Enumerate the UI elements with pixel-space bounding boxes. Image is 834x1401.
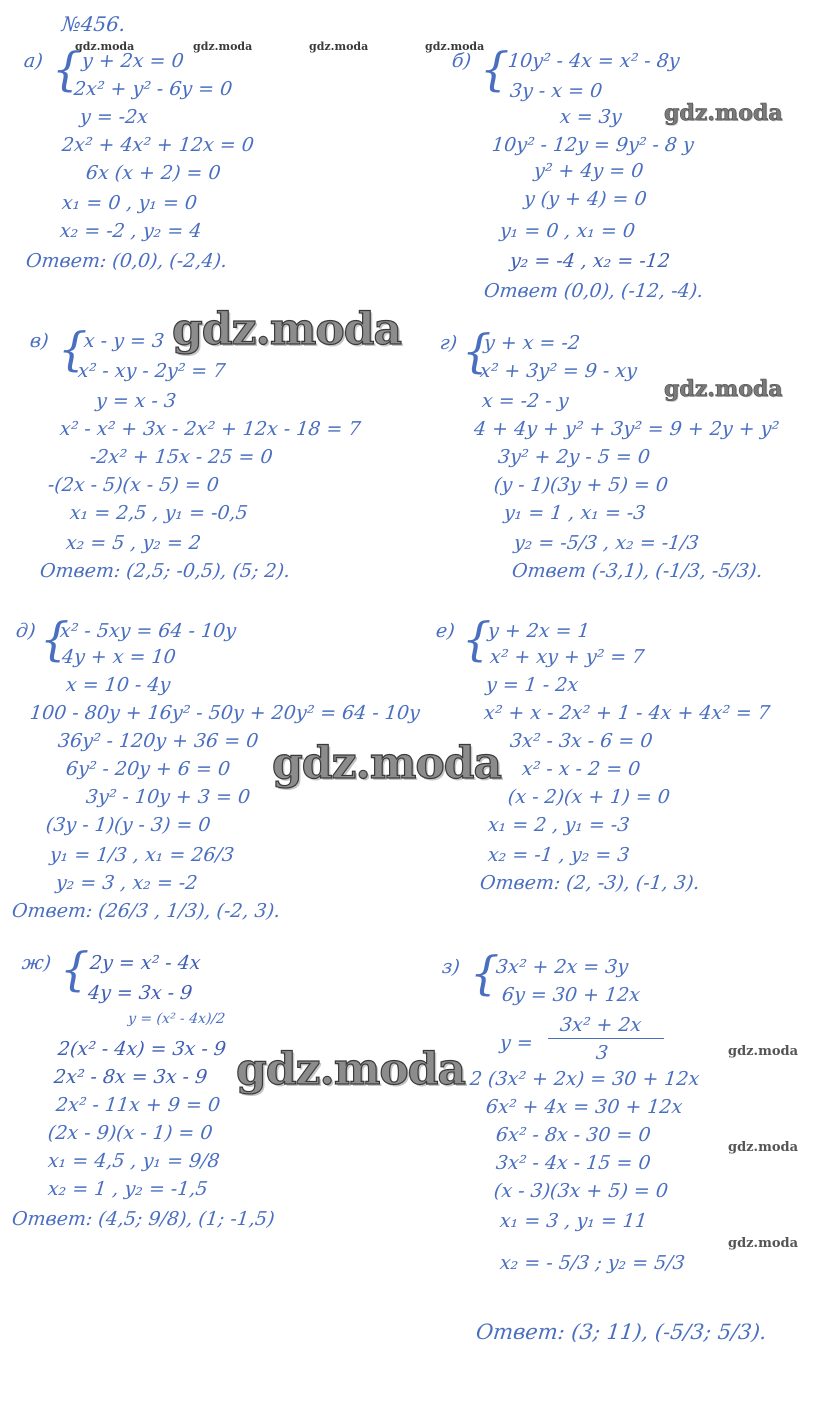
equation-line: x₂ = 5 , y₂ = 2 bbox=[64, 532, 203, 554]
equation-line: y = -2x bbox=[78, 106, 150, 128]
part-label: в) bbox=[28, 330, 50, 352]
equation-line: (2x - 9)(x - 1) = 0 bbox=[46, 1122, 214, 1144]
equation-line: x² + x - 2x² + 1 - 4x + 4x² = 7 bbox=[482, 702, 772, 724]
answer-line: Ответ: (0,0), (-2,4). bbox=[24, 250, 229, 272]
equation-line: y + 2x = 0 bbox=[80, 50, 185, 72]
equation-line: 4y + x = 10 bbox=[60, 646, 177, 668]
equation-line: y₁ = 1/3 , x₁ = 26/3 bbox=[48, 844, 236, 866]
watermark: gdz.moda bbox=[728, 1236, 799, 1251]
equation-line: x₁ = 2 , y₁ = -3 bbox=[486, 814, 631, 836]
equation-line: x² - x - 2 = 0 bbox=[520, 758, 642, 780]
watermark: gdz.moda bbox=[425, 40, 485, 53]
equation-line: x = 3y bbox=[558, 106, 623, 128]
system-brace: { bbox=[470, 946, 500, 1000]
equation-line: 100 - 80y + 16y² - 50y + 20y² = 64 - 10y bbox=[28, 702, 421, 724]
answer-line: Ответ: (2, -3), (-1, 3). bbox=[478, 872, 701, 894]
equation-line: y = x - 3 bbox=[94, 390, 178, 412]
equation-line: -(2x - 5)(x - 5) = 0 bbox=[46, 474, 221, 496]
equation-line: 3x² - 3x - 6 = 0 bbox=[508, 730, 654, 752]
equation-line: 2x² - 8x = 3x - 9 bbox=[52, 1066, 209, 1088]
equation-line: x₂ = - 5/3 ; y₂ = 5/3 bbox=[498, 1252, 686, 1274]
equation-line: 10y² - 4x = x² - 8y bbox=[506, 50, 681, 72]
answer-line: Ответ: (4,5; 9/8), (1; -1,5) bbox=[10, 1208, 276, 1230]
equation-line: 10y² - 12y = 9y² - 8 y bbox=[490, 134, 695, 156]
equation-line: x₁ = 2,5 , y₁ = -0,5 bbox=[68, 502, 249, 524]
watermark: gdz.moda bbox=[272, 738, 502, 789]
equation-line: y = (x² - 4x)/2 bbox=[127, 1011, 226, 1027]
watermark: gdz.moda bbox=[309, 40, 369, 53]
equation-line: y₂ = -5/3 , x₂ = -1/3 bbox=[512, 532, 701, 554]
equation-line: (x - 3)(3x + 5) = 0 bbox=[492, 1180, 670, 1202]
equation-line: x₁ = 3 , y₁ = 11 bbox=[498, 1210, 649, 1232]
equation-line: -2x² + 15x - 25 = 0 bbox=[88, 446, 274, 468]
part-label: а) bbox=[22, 50, 44, 72]
watermark: gdz.moda bbox=[664, 100, 783, 126]
answer-line: Ответ: (3; 11), (-5/3; 5/3). bbox=[474, 1320, 768, 1344]
system-brace: { bbox=[40, 612, 70, 666]
part-label: е) bbox=[434, 620, 456, 642]
answer-line: Ответ: (26/3 , 1/3), (-2, 3). bbox=[10, 900, 282, 922]
equation-line: 6x (x + 2) = 0 bbox=[84, 162, 222, 184]
system-brace: { bbox=[462, 612, 492, 666]
part-label: з) bbox=[440, 956, 461, 978]
equation-line: (y - 1)(3y + 5) = 0 bbox=[492, 474, 670, 496]
equation-line: 36y² - 120y + 36 = 0 bbox=[56, 730, 260, 752]
equation-line: y = 1 - 2x bbox=[484, 674, 580, 696]
watermark: gdz.moda bbox=[172, 304, 402, 355]
system-brace: { bbox=[58, 322, 88, 376]
part-label: г) bbox=[438, 332, 459, 354]
equation-line: 4y = 3x - 9 bbox=[86, 982, 194, 1004]
equation-line: x² - x² + 3x - 2x² + 12x - 18 = 7 bbox=[58, 418, 362, 440]
equation-line: x₁ = 4,5 , y₁ = 9/8 bbox=[46, 1150, 221, 1172]
equation-line: y (y + 4) = 0 bbox=[522, 188, 648, 210]
equation-line: y₁ = 1 , x₁ = -3 bbox=[502, 502, 647, 524]
equation-line: y₁ = 0 , x₁ = 0 bbox=[498, 220, 637, 242]
equation-line: 2x² + 4x² + 12x = 0 bbox=[60, 134, 256, 156]
equation-line: 2(x² - 4x) = 3x - 9 bbox=[56, 1038, 228, 1060]
equation-line: x - y = 3 bbox=[82, 330, 166, 352]
equation-line: 2 (3x² + 2x) = 30 + 12x bbox=[468, 1068, 701, 1090]
equation-line: x = -2 - y bbox=[480, 390, 570, 412]
equation-line: 6x² - 8x - 30 = 0 bbox=[494, 1124, 652, 1146]
part-label: б) bbox=[450, 50, 473, 72]
answer-line: Ответ (-3,1), (-1/3, -5/3). bbox=[510, 560, 764, 582]
fraction-bar bbox=[548, 1038, 664, 1039]
equation-line: y + x = -2 bbox=[482, 332, 582, 354]
equation-line: x₂ = -1 , y₂ = 3 bbox=[486, 844, 631, 866]
equation-line: 2x² - 11x + 9 = 0 bbox=[54, 1094, 222, 1116]
equation-line: (x - 2)(x + 1) = 0 bbox=[506, 786, 672, 808]
equation-line: y₂ = -4 , x₂ = -12 bbox=[508, 250, 672, 272]
part-label: д) bbox=[14, 620, 37, 642]
watermark: gdz.moda bbox=[193, 40, 253, 53]
equation-line: x = 10 - 4y bbox=[64, 674, 172, 696]
answer-line: Ответ (0,0), (-12, -4). bbox=[482, 280, 705, 302]
equation-line: 6y² - 20y + 6 = 0 bbox=[64, 758, 232, 780]
watermark: gdz.moda bbox=[728, 1140, 799, 1155]
equation-line: x² + xy + y² = 7 bbox=[488, 646, 646, 668]
equation-line: 6x² + 4x = 30 + 12x bbox=[484, 1096, 684, 1118]
equation-line: x₂ = 1 , y₂ = -1,5 bbox=[46, 1178, 209, 1200]
equation-line: x² - 5xy = 64 - 10y bbox=[58, 620, 238, 642]
watermark: gdz.moda bbox=[236, 1044, 466, 1095]
equation-line: x² - xy - 2y² = 7 bbox=[76, 360, 227, 382]
problem-number: №456. bbox=[60, 12, 127, 36]
system-brace: { bbox=[462, 324, 492, 378]
equation-line: 2y = x² - 4x bbox=[88, 952, 202, 974]
answer-line: Ответ: (2,5; -0,5), (5; 2). bbox=[38, 560, 292, 582]
part-label: ж) bbox=[20, 952, 53, 974]
equation-line: y² + 4y = 0 bbox=[532, 160, 645, 182]
equation-line: 3y² - 10y + 3 = 0 bbox=[84, 786, 252, 808]
equation-line: 3y² + 2y - 5 = 0 bbox=[496, 446, 652, 468]
fraction-denominator: 3 bbox=[594, 1042, 610, 1064]
system-brace: { bbox=[60, 942, 90, 996]
equation-line: 6y = 30 + 12x bbox=[500, 984, 642, 1006]
system-brace: { bbox=[52, 42, 82, 96]
equation-line: y = bbox=[498, 1032, 534, 1054]
equation-line: x² + 3y² = 9 - xy bbox=[478, 360, 639, 382]
equation-line: 3x² + 2x = 3y bbox=[494, 956, 630, 978]
equation-line: 4 + 4y + y² + 3y² = 9 + 2y + y² bbox=[472, 418, 781, 440]
equation-line: y₂ = 3 , x₂ = -2 bbox=[54, 872, 199, 894]
system-brace: { bbox=[480, 42, 510, 96]
equation-line: 3x² - 4x - 15 = 0 bbox=[494, 1152, 652, 1174]
equation-line: x₂ = -2 , y₂ = 4 bbox=[58, 220, 203, 242]
equation-line: x₁ = 0 , y₁ = 0 bbox=[60, 192, 199, 214]
watermark: gdz.moda bbox=[75, 40, 135, 53]
watermark: gdz.moda bbox=[728, 1044, 799, 1059]
equation-line: y + 2x = 1 bbox=[486, 620, 591, 642]
fraction-numerator: 3x² + 2x bbox=[558, 1014, 643, 1036]
equation-line: (3y - 1)(y - 3) = 0 bbox=[44, 814, 212, 836]
equation-line: 3y - x = 0 bbox=[508, 80, 604, 102]
equation-line: 2x² + y² - 6y = 0 bbox=[72, 78, 234, 100]
watermark: gdz.moda bbox=[664, 376, 783, 402]
